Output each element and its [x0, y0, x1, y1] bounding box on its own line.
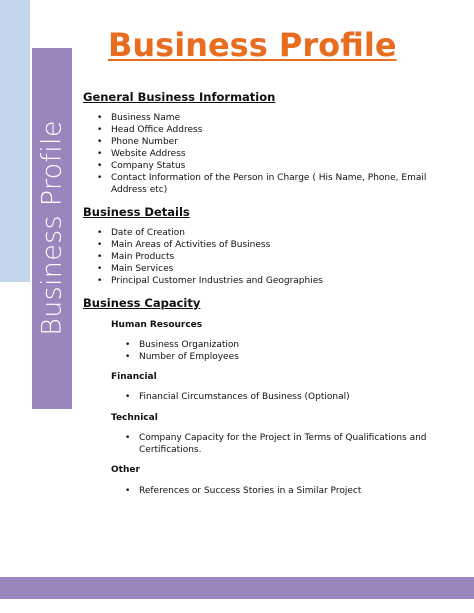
footer-band [0, 577, 474, 599]
human-resources-list [139, 339, 429, 363]
business-details-list [111, 227, 446, 287]
list-item: • Head Office Address [111, 124, 446, 136]
list-item: • References or Success Stories in a Similar Project [139, 485, 429, 497]
heading-business-capacity: Business Capacity [83, 296, 201, 310]
sidebar-vertical-title: Business Profile [36, 120, 68, 336]
subheading-financial: Financial [111, 372, 157, 382]
subheading-human-resources: Human Resources [111, 320, 203, 330]
list-item: • Business Name [111, 112, 446, 124]
list-item: • Main Areas of Activities of Business [111, 239, 446, 251]
heading-business-details: Business Details [83, 205, 190, 219]
list-item: • Phone Number [111, 136, 446, 148]
page-title: Business Profile [108, 26, 397, 64]
list-item: • Contact Information of the Person in Charge ( His Name, Phone, Email Address etc) [111, 172, 446, 196]
list-item: • Website Address [111, 148, 446, 160]
list-item: • Main Services [111, 263, 446, 275]
list-item: • Company Status [111, 160, 446, 172]
subheading-technical: Technical [111, 413, 158, 423]
heading-general-business-information: General Business Information [83, 90, 276, 104]
list-item: • Principal Customer Industries and Geographies [111, 275, 446, 287]
general-info-list [111, 112, 446, 196]
list-item: • Business Organization [139, 339, 429, 351]
list-item: • Number of Employees [139, 351, 429, 363]
subheading-other: Other [111, 465, 140, 475]
decorative-blue-bar [0, 0, 30, 282]
technical-list [139, 432, 429, 456]
financial-list [139, 391, 429, 403]
list-item: • Company Capacity for the Project in Terms of Qualifications and Certifications. [139, 432, 429, 456]
list-item: • Financial Circumstances of Business (Optional) [139, 391, 429, 403]
other-list [139, 485, 429, 497]
list-item: • Date of Creation [111, 227, 446, 239]
list-item: • Main Products [111, 251, 446, 263]
